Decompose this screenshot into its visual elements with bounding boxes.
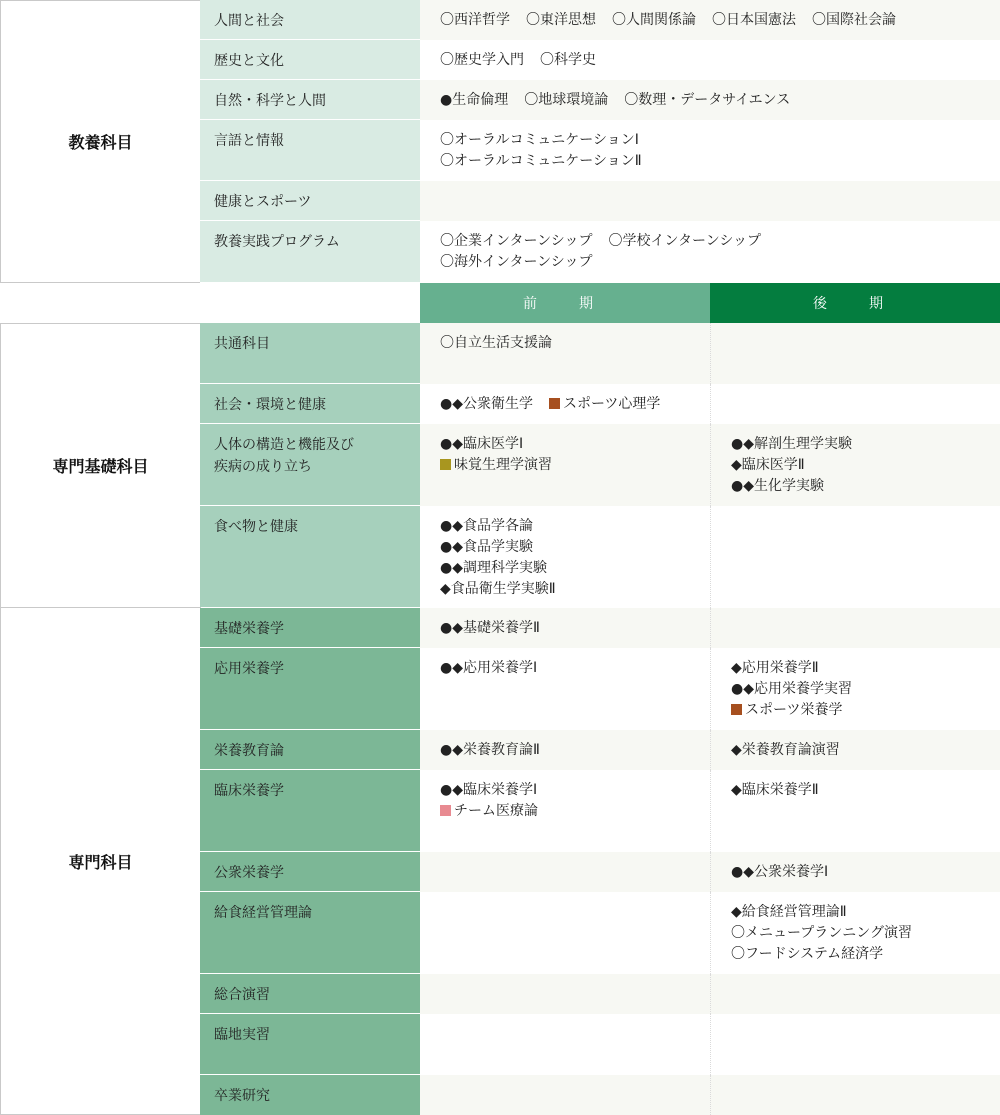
- first-common: [420, 323, 710, 384]
- course: 〇企業インターンシップ: [440, 233, 593, 249]
- course: 〇地球環境論: [524, 92, 609, 108]
- category-liberal-arts-label: 教養科目: [68, 133, 133, 152]
- subject-nutrition-education: 栄養教育論: [200, 730, 420, 770]
- course: 〇オーラルコミュニケーションⅡ: [440, 153, 642, 169]
- course: 〇メニュープランニング演習: [731, 925, 913, 941]
- subject-public-nutrition: 公衆栄養学: [200, 852, 420, 892]
- later-clinical-nutrition: [710, 770, 1000, 852]
- subject-clinical-nutrition: 臨床栄養学: [200, 770, 420, 852]
- course: ◆給食経営管理論Ⅱ: [731, 904, 847, 920]
- subject-health-sports: 健康とスポーツ: [200, 181, 420, 221]
- course: ●◆臨床栄養学Ⅰ: [440, 782, 538, 798]
- later-common: [710, 323, 1000, 384]
- course: 〇人間関係論: [612, 12, 696, 28]
- later-food-health: [710, 506, 1000, 608]
- first-basic-nutrition: [420, 608, 710, 648]
- courses-nature-science: [420, 80, 1000, 120]
- course: ◆栄養教育論演習: [731, 742, 840, 758]
- course: 〇フードシステム経済学: [731, 946, 884, 962]
- courses-human-society: [420, 0, 1000, 40]
- subject-field-practice: 臨地実習: [200, 1014, 420, 1075]
- term-later-label: 後 期: [813, 296, 897, 312]
- first-public-nutrition: [420, 852, 710, 892]
- courses-language-info: [420, 120, 1000, 181]
- later-comprehensive-practice: [710, 974, 1000, 1014]
- course: ◆食品衛生学実験Ⅱ: [440, 581, 556, 597]
- course: 〇科学史: [540, 52, 596, 68]
- later-human-body: [710, 424, 1000, 506]
- term-header-later: [710, 283, 1000, 323]
- subject-applied-nutrition: 応用栄養学: [200, 648, 420, 730]
- category-specialized: [0, 607, 201, 1115]
- later-society-environment-health: [710, 384, 1000, 424]
- course: 〇日本国憲法: [712, 12, 796, 28]
- subject-food-health: 食べ物と健康: [200, 506, 420, 608]
- first-nutrition-education: [420, 730, 710, 770]
- subject-basic-nutrition: 基礎栄養学: [200, 608, 420, 648]
- course: ◆応用栄養学Ⅱ: [731, 660, 819, 676]
- term-first-label: 前 期: [523, 296, 607, 312]
- course: ●◆基礎栄養学Ⅱ: [440, 620, 540, 636]
- course: ●生命倫理: [440, 92, 509, 108]
- later-graduation-research: [710, 1075, 1000, 1115]
- course: 〇オーラルコミュニケーションⅠ: [440, 132, 639, 148]
- subject-human-society: 人間と社会: [200, 0, 420, 40]
- course: 〇海外インターンシップ: [440, 254, 593, 270]
- course: ●◆公衆衛生学: [440, 396, 533, 412]
- subject-common: 共通科目: [200, 323, 420, 384]
- course-taste-physiology: 味覚生理学演習: [440, 455, 690, 476]
- subject-graduation-research: 卒業研究: [200, 1075, 420, 1115]
- subject-nature-science: 自然・科学と人間: [200, 80, 420, 120]
- term-header-first: [420, 283, 710, 323]
- first-human-body: [420, 424, 710, 506]
- course: 〇国際社会論: [812, 12, 896, 28]
- course: ●◆応用栄養学Ⅰ: [440, 660, 538, 676]
- subject-history-culture: 歴史と文化: [200, 40, 420, 80]
- subject-comprehensive-practice: 総合演習: [200, 974, 420, 1014]
- course-sports-nutrition: スポーツ栄養学: [731, 700, 980, 721]
- first-food-health: [420, 506, 710, 608]
- course: 〇数理・データサイエンス: [624, 92, 791, 108]
- category-basic-specialized: [0, 323, 201, 608]
- first-clinical-nutrition: [420, 770, 710, 852]
- first-society-environment-health: [420, 384, 710, 424]
- course-sport-psychology: スポーツ心理学: [549, 394, 660, 415]
- subject-human-body: 人体の構造と機能及び 疾病の成り立ち: [200, 424, 420, 506]
- course: ●◆臨床医学Ⅰ: [440, 436, 524, 452]
- course: 〇西洋哲学: [440, 12, 510, 28]
- first-graduation-research: [420, 1075, 710, 1115]
- later-food-service-management: [710, 892, 1000, 974]
- courses-liberal-practice: [420, 221, 1000, 283]
- course: ●◆食品学各論: [440, 518, 533, 534]
- category-specialized-label: 専門科目: [68, 852, 133, 872]
- later-nutrition-education: [710, 730, 1000, 770]
- first-comprehensive-practice: [420, 974, 710, 1014]
- later-applied-nutrition: [710, 648, 1000, 730]
- sport-square-icon: [731, 704, 742, 715]
- subject-language-info: 言語と情報: [200, 120, 420, 181]
- course: ●◆調理科学実験: [440, 560, 547, 576]
- courses-history-culture: [420, 40, 1000, 80]
- course: ●◆栄養教育論Ⅱ: [440, 742, 540, 758]
- subject-food-service-management: 給食経営管理論: [200, 892, 420, 974]
- category-liberal-arts: [0, 0, 201, 283]
- subject-society-environment-health: 社会・環境と健康: [200, 384, 420, 424]
- course: ●◆公衆栄養学Ⅰ: [731, 864, 829, 880]
- sport-square-icon: [549, 398, 560, 409]
- course: ●◆解剖生理学実験: [731, 436, 852, 452]
- first-applied-nutrition: [420, 648, 710, 730]
- team-square-icon: [440, 805, 451, 816]
- course: 〇学校インターンシップ: [608, 233, 762, 249]
- course: 〇歴史学入門: [440, 52, 524, 68]
- later-field-practice: [710, 1014, 1000, 1075]
- subject-liberal-practice: 教養実践プログラム: [200, 221, 420, 283]
- later-basic-nutrition: [710, 608, 1000, 648]
- course: ●◆応用栄養学実習: [731, 681, 852, 697]
- course: ◆臨床医学Ⅱ: [731, 457, 805, 473]
- taste-square-icon: [440, 459, 451, 470]
- course: 〇東洋思想: [526, 12, 596, 28]
- first-field-practice: [420, 1014, 710, 1075]
- course: ●◆生化学実験: [731, 478, 824, 494]
- course: 〇自立生活支援論: [440, 335, 552, 351]
- course: ◆臨床栄養学Ⅱ: [731, 782, 819, 798]
- course: ●◆食品学実験: [440, 539, 533, 555]
- course-team-medicine: チーム医療論: [440, 801, 690, 822]
- courses-health-sports: [420, 181, 1000, 221]
- category-basic-specialized-label: 専門基礎科目: [52, 457, 149, 476]
- first-food-service-management: [420, 892, 710, 974]
- later-public-nutrition: [710, 852, 1000, 892]
